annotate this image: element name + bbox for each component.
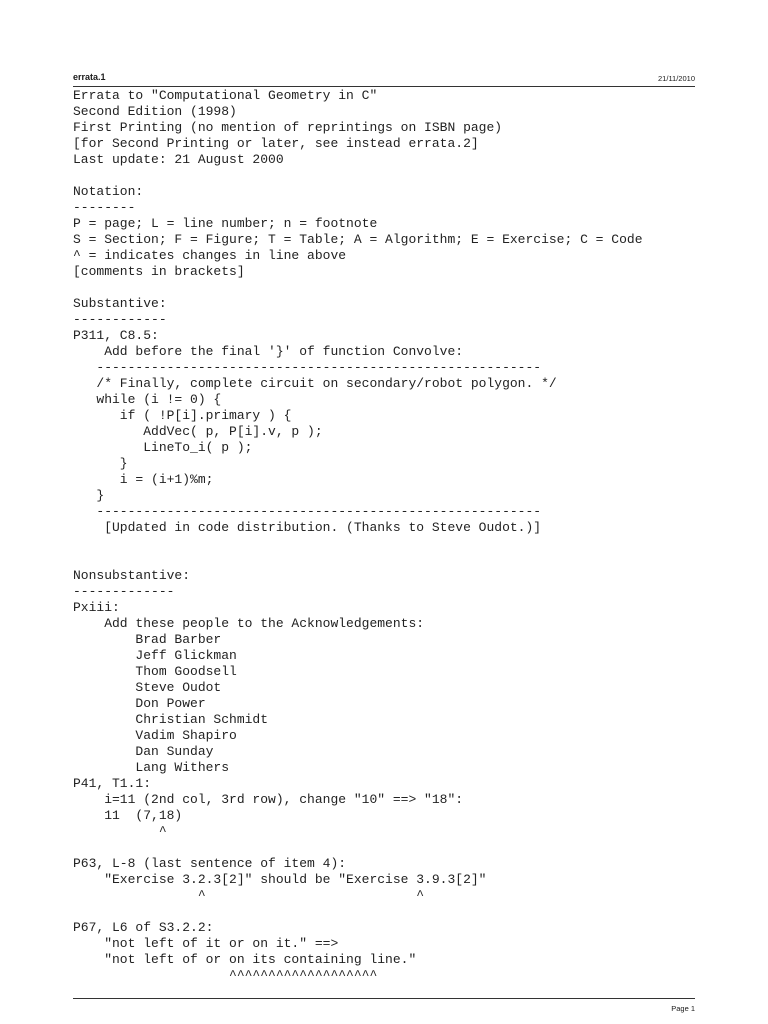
document-name: errata.1 bbox=[73, 72, 106, 82]
footer-divider bbox=[73, 998, 695, 999]
page-header bbox=[73, 72, 695, 86]
page-number: Page 1 bbox=[671, 1004, 695, 1013]
errata-body-text: Errata to "Computational Geometry in C" Second Edition (1998) First Printing (no mention of reprintings on ISBN page) [for Second Printing or later, see instead errata.2] Last update: 21 August 2000 Notation: -------- P = page; L = line number; n = footnote S = Section; F = Figure; T = Table; A = Algorithm; E = Exercise; C = Code ^ = indicates changes in line above [comments in brackets] Substantive: ------------ P311, C8.5: Add before the final '}' of function Convolve: --------------------------------------------------------- /* Finally, complete circuit on secondary/robot polygon. */ while (i != 0) { if ( !P[i].primary ) { AddVec( p, P[i].v, p ); LineTo_i( p ); } i = (i+1)%m; } --------------------------------------------------------- [Updated in code distribution. (Thanks to Steve Oudot.)] Nonsubstantive: ------------- Pxiii: Add these people to the Acknowledgements: Brad Barber Jeff Glickman Thom Goodsell Steve Oudot Don Power Christian Schmidt Vadim Shapiro Dan Sunday Lang Withers P41, T1.1: i=11 (2nd col, 3rd row), change "10" ==> "18": 11 (7,18) ^ P63, L-8 (last sentence of item 4): "Exercise 3.2.3[2]" should be "Exercise 3.9.3[2]" ^ ^ P67, L6 of S3.2.2: "not left of it or on it." ==> "not left of or on its containing line." ^^^^^^^^^^^^^^^^^^^ bbox=[73, 88, 643, 983]
document-date: 21/11/2010 bbox=[658, 74, 695, 83]
header-divider bbox=[73, 86, 695, 87]
